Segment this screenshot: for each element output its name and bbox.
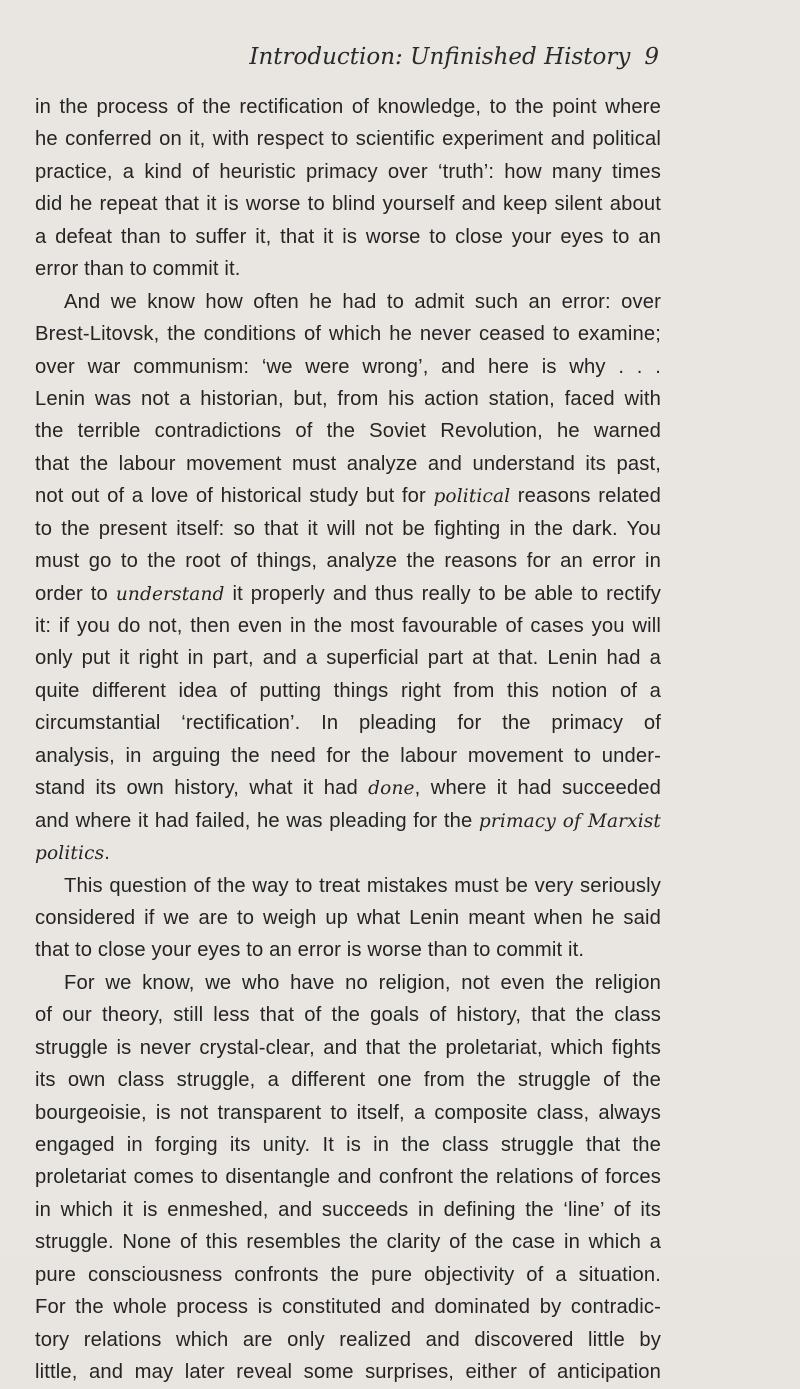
line-text: that the labour movement must analyze and understand its past,: [35, 452, 661, 475]
text-line: [35, 805, 661, 837]
italic-text: politics: [35, 843, 105, 865]
text-line: [35, 1259, 661, 1291]
text-line: [35, 1226, 661, 1258]
line-text: did he repeat that it is worse to blind yourself and keep silent about: [35, 193, 661, 216]
line-text: practice, a kind of heuristic primacy over ‘truth’: how many times: [35, 160, 661, 183]
line-text: proletariat comes to disentangle and confront the relations of forces: [35, 1166, 661, 1189]
line-text: considered if we are to weigh up what Lenin meant when he said: [35, 906, 661, 929]
text-line: [35, 1097, 661, 1129]
text-line: [35, 480, 661, 512]
line-text: pure consciousness confronts the pure objectivity of a situation.: [35, 1263, 661, 1286]
line-text: not out of a love of historical study but for: [35, 485, 434, 508]
line-text: engaged in forging its unity. It is in the class struggle that the: [35, 1134, 661, 1156]
line-text: , where it had succeeded: [414, 777, 661, 800]
line-text: must go to the root of things, analyze the reasons for an error in: [35, 550, 661, 573]
line-text: its own class struggle, a different one from the struggle of the: [35, 1069, 661, 1092]
text-line: [35, 1032, 661, 1064]
line-text: to the present itself: so that it will not be fighting in the dark. You: [35, 517, 661, 540]
line-text: Brest-Litovsk, the conditions of which he never ceased to examine;: [35, 323, 661, 346]
text-line: [35, 1324, 661, 1356]
text-line: [35, 967, 661, 999]
line-text: struggle is never crystal-clear, and that the proletariat, which fights: [35, 1036, 661, 1059]
line-text: Lenin was not a historian, but, from his action station, faced with: [35, 387, 661, 410]
line-text: and where it had failed, he was pleading for the: [35, 809, 479, 832]
line-text: it: if you do not, then even in the most favourable of cases you will: [35, 615, 661, 637]
line-text: reasons related: [510, 485, 661, 508]
body-text: [35, 91, 661, 1389]
italic-text: political: [433, 486, 511, 508]
line-text: For the whole process is constituted and dominated by contradic-: [35, 1296, 661, 1319]
line-text: the terrible contradictions of the Soviet Revolution, he warned: [35, 420, 661, 443]
line-text: over war communism: ‘we were wrong’, and here is why . . .: [35, 355, 661, 378]
text-line: [35, 1064, 661, 1096]
line-text: error than to commit it.: [35, 258, 241, 281]
text-line: [35, 902, 661, 934]
text-line: [35, 318, 661, 350]
text-line: [35, 221, 661, 253]
text-line: [35, 740, 661, 772]
text-line: [35, 448, 661, 480]
line-text: tory relations which are only realized and discovered little by: [35, 1328, 661, 1351]
text-line: [35, 934, 661, 966]
text-line: [35, 870, 661, 902]
line-text: of our theory, still less that of the goals of history, that the class: [35, 1004, 661, 1027]
italic-text: done: [368, 778, 415, 800]
page-number: 9: [644, 44, 659, 70]
line-text: And we know how often he had to admit such an error: over: [64, 290, 661, 313]
line-text: quite different idea of putting things right from this notion of a: [35, 679, 661, 702]
italic-text: understand: [115, 583, 225, 605]
text-line: [35, 610, 661, 642]
line-text: analysis, in arguing the need for the labour movement to under-: [35, 744, 661, 767]
line-text: that to close your eyes to an error is worse than to commit it.: [35, 939, 585, 962]
chapter-title: Introduction: Unfinished History: [249, 44, 631, 70]
text-line: [35, 1161, 661, 1193]
italic-text: primacy of Marxist: [478, 810, 661, 832]
line-text: little, and may later reveal some surprises, either of anticipation: [35, 1361, 661, 1384]
text-line: [35, 1129, 661, 1161]
text-line: [35, 156, 661, 188]
line-text: stand its own history, what it had: [35, 777, 369, 800]
text-line: [35, 513, 661, 545]
line-text: he conferred on it, with respect to scientific experiment and political: [35, 128, 661, 151]
text-line: [35, 1291, 661, 1323]
text-line: [35, 642, 661, 674]
line-text: in which it is enmeshed, and succeeds in defining the ‘line’ of its: [35, 1198, 661, 1221]
text-line: [35, 837, 661, 869]
line-text: in the process of the rectification of knowledge, to the point where: [35, 96, 661, 118]
text-line: [35, 578, 661, 610]
text-line: [35, 351, 661, 383]
text-line: [35, 415, 661, 447]
line-text: .: [104, 842, 110, 865]
line-text: only put it right in part, and a superficial part at that. Lenin had a: [35, 647, 661, 670]
text-line: [35, 1356, 661, 1388]
line-text: This question of the way to treat mistakes must be very seriously: [64, 874, 661, 897]
text-line: [35, 999, 661, 1031]
line-text: order to: [35, 582, 116, 605]
text-line: [35, 253, 661, 285]
text-line: [35, 707, 661, 739]
line-text: circumstantial ‘rectification’. In pleading for the primacy of: [35, 712, 661, 735]
line-text: For we know, we who have no religion, not even the religion: [64, 971, 661, 994]
text-line: [35, 545, 661, 577]
text-line: [35, 286, 661, 318]
line-text: a defeat than to suffer it, that it is worse to close your eyes to an: [35, 225, 661, 248]
text-line: [35, 383, 661, 415]
text-line: [35, 188, 661, 220]
line-text: it properly and thus really to be able to rectify: [224, 582, 661, 605]
text-line: [35, 91, 661, 123]
text-line: [35, 675, 661, 707]
text-line: [35, 123, 661, 155]
running-header: [249, 44, 659, 70]
text-line: [35, 1194, 661, 1226]
line-text: struggle. None of this resembles the clarity of the case in which a: [35, 1231, 661, 1254]
text-line: [35, 772, 661, 804]
line-text: bourgeoisie, is not transparent to itself, a composite class, always: [35, 1101, 661, 1124]
